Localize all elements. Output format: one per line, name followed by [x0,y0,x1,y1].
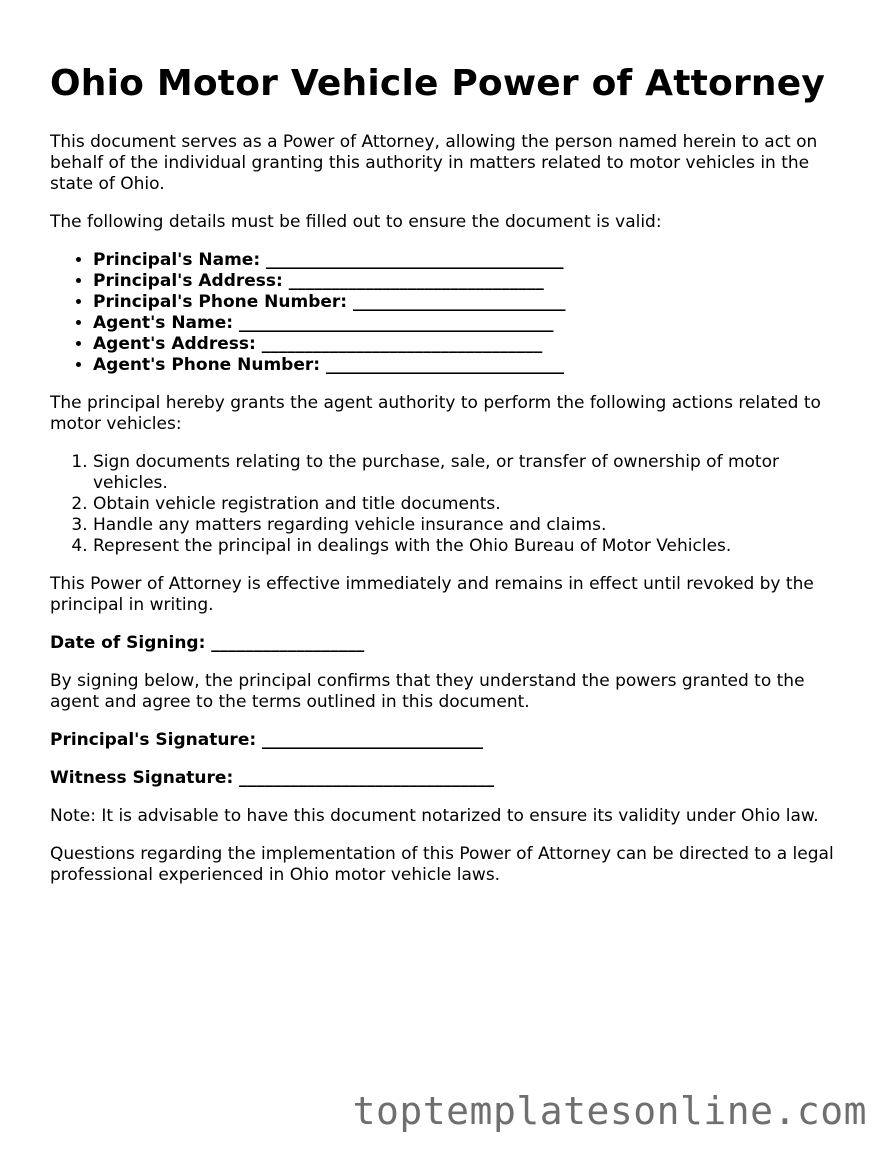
actions-list [50,452,850,557]
notarization-note: Note: It is advisable to have this document notarized to ensure its validity under Ohio law. [50,806,819,826]
date-of-signing: Date of Signing: __________________ [50,633,365,653]
details-intro: The following details must be filled out to ensure the document is valid: [50,212,662,232]
questions-paragraph: Questions regarding the implementation of this Power of Attorney can be directed to a legal professional experienced in Ohio motor vehicle laws. [50,844,834,885]
intro-paragraph: This document serves as a Power of Attorney, allowing the person named herein to act on behalf of the individual granting this authority in matters related to motor vehicles in the state of Ohio. [50,132,818,194]
grant-intro: The principal hereby grants the agent authority to perform the following actions related to motor vehicles: [50,393,821,434]
watermark: toptemplatesonline.com [352,1089,867,1133]
action-item: 4. Represent the principal in dealings with the Ohio Bureau of Motor Vehicles. [93,536,850,557]
witness-signature-line: Witness Signature: ______________________________ [50,768,495,788]
document-page [50,60,850,903]
field-agent-phone: • Agent's Phone Number: ____________________________ [93,355,850,376]
required-fields-list [50,250,850,376]
action-item: 3. Handle any matters regarding vehicle insurance and claims. [93,515,850,536]
confirmation-paragraph: By signing below, the principal confirms that they understand the powers granted to the agent and agree to the terms outlined in this document. [50,671,805,712]
field-principal-phone: • Principal's Phone Number: _________________________ [93,292,850,313]
effective-paragraph: This Power of Attorney is effective immediately and remains in effect until revoked by the principal in writing. [50,574,814,615]
field-principal-name: • Principal's Name: ___________________________________ [93,250,850,271]
action-item: 2. Obtain vehicle registration and title documents. [93,494,850,515]
principal-signature-line: Principal's Signature: __________________________ [50,730,484,750]
action-item: 1. Sign documents relating to the purchase, sale, or transfer of ownership of motor vehicles. [93,452,850,494]
field-agent-address: • Agent's Address: _________________________________ [93,334,850,355]
document-title: Ohio Motor Vehicle Power of Attorney [50,63,826,104]
field-principal-address: • Principal's Address: ______________________________ [93,271,850,292]
field-agent-name: • Agent's Name: _____________________________________ [93,313,850,334]
